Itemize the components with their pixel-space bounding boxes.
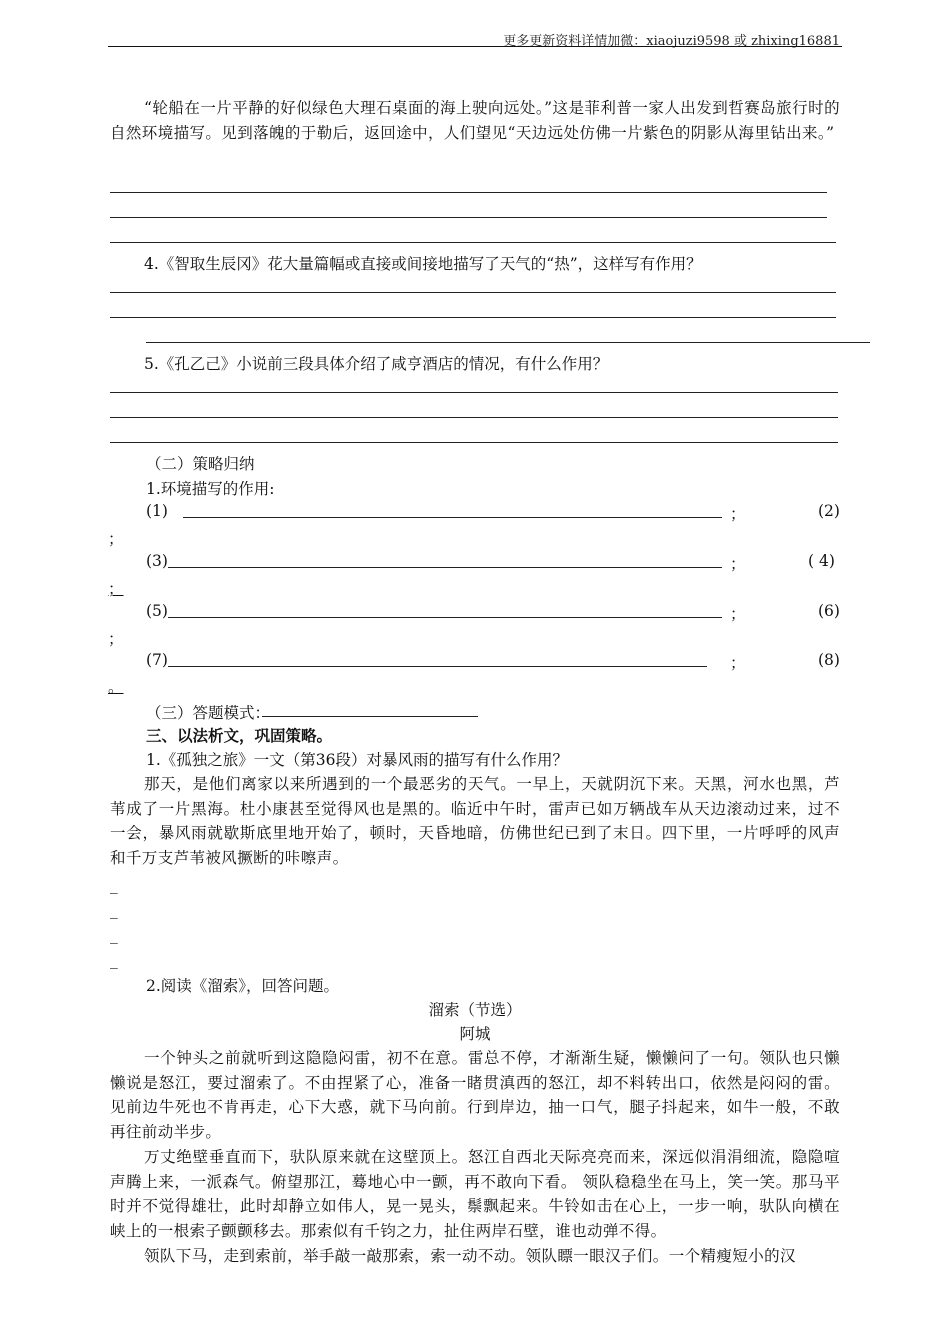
blank-label-6: (6) [818, 602, 840, 620]
answer-mode-line[interactable] [262, 716, 478, 717]
question-4: 4.《智取生辰冈》花大量篇幅或直接或间接地描写了天气的“热”，这样写有作用？ [144, 255, 702, 273]
answer-line[interactable] [110, 442, 838, 443]
answer-line[interactable] [110, 217, 827, 218]
semicolon: ； [108, 580, 124, 598]
section-3-q2: 2.阅读《溜索》，回答问题。 [146, 977, 340, 995]
answer-line[interactable] [110, 242, 836, 243]
blank-label-4: ( 4) [808, 552, 835, 570]
blank-label-7: (7) [146, 651, 168, 669]
answer-line[interactable] [110, 317, 836, 318]
strategy-heading: （二）策略归纳 [146, 455, 255, 473]
section-3-q1: 1.《孤独之旅》一文（第36段）对暴风雨的描写有什么作用？ [146, 751, 569, 769]
blank-label-3: (3) [146, 552, 168, 570]
semicolon: ； [730, 555, 746, 573]
answer-blank[interactable]: _ [110, 951, 118, 969]
article-author: 阿城 [459, 1025, 491, 1043]
blank-line-5[interactable] [168, 617, 722, 618]
blank-label-2: (2) [818, 502, 840, 520]
blank-label-8: (8) [818, 651, 840, 669]
period-mark: 。 [108, 678, 124, 696]
question-5: 5.《孔乙己》小说前三段具体介绍了咸亨酒店的情况，有什么作用？ [144, 355, 609, 373]
header-rule [108, 46, 842, 47]
answer-blank[interactable]: _ [110, 876, 118, 894]
semicolon: ； [108, 530, 124, 548]
strategy-item-title: 1.环境描写的作用: [146, 480, 275, 498]
answer-line[interactable] [110, 417, 838, 418]
article-paragraph-2: 万丈绝壁垂直而下，驮队原来就在这壁顶上。怒江自西北天际亮亮而来，深远似涓涓细流，隐隐喧声腾上来，一派森气。俯望那江，蓦地心中一颤，再不敢向下看。 领队稳稳坐在马上，笑一笑。那马平时并不觉得雄壮，此时却静立如伟人，晃一晃头，鬃飘起来。牛铃如击在心上，一步一响，驮队向横在峡上的一根索子颤颤移去。那索似有千钧之力，扯住两岸石壁，谁也动弹不得。 [110, 1148, 840, 1240]
blank-line-3[interactable] [168, 567, 722, 568]
article-paragraph-3: 领队下马，走到索前，举手敲一敲那索，索一动不动。领队瞟一眼汉子们。一个精瘦短小的汉 [144, 1247, 796, 1265]
page-header: 更多更新资料详情加微：xiaojuzi9598 或 zhixing16881 [503, 34, 840, 49]
blank-line-1[interactable] [183, 517, 722, 518]
q-intro-text: “轮船在一片平静的好似绿色大理石桌面的海上驶向远处。”这是菲利普一家人出发到哲赛岛旅行时的自然环境描写。见到落魄的于勒后，返回途中，人们望见“天边远处仿佛一片紫色的阴影从海里钻出来。” [110, 99, 840, 142]
article-title: 溜索（节选） [428, 1001, 522, 1019]
blank-label-1: (1) [146, 502, 168, 520]
answer-line[interactable] [110, 392, 838, 393]
answer-line[interactable] [110, 192, 827, 193]
section-3-heading: 三、以法析文，巩固策略。 [146, 727, 333, 745]
answer-blank[interactable]: _ [110, 926, 118, 944]
answer-blank[interactable]: _ [110, 901, 118, 919]
semicolon: ； [730, 505, 746, 523]
answer-mode-label: （三）答题模式： [146, 704, 271, 722]
blank-label-5: (5) [146, 602, 168, 620]
blank-line-7[interactable] [168, 666, 707, 667]
semicolon: ； [730, 654, 746, 672]
answer-line[interactable] [146, 342, 870, 343]
q1-passage: 那天，是他们离家以来所遇到的一个最恶劣的天气。一早上，天就阴沉下来。天黑，河水也黑，芦苇成了一片黑海。杜小康甚至觉得风也是黑的。临近中午时，雷声已如万辆战车从天边滚动过来，过不一会，暴风雨就歇斯底里地开始了，顿时，天昏地暗，仿佛世纪已到了末日。四下里，一片呼呼的风声和千万支芦苇被风撅断的咔嚓声。 [110, 775, 840, 867]
semicolon: ； [730, 605, 746, 623]
answer-line[interactable] [110, 292, 836, 293]
article-paragraph-1: 一个钟头之前就听到这隐隐闷雷，初不在意。雷总不停，才渐渐生疑，懒懒问了一句。领队也只懒懒说是怒江，要过溜索了。不由捏紧了心，准备一睹贯滇西的怒江，却不料转出口，依然是闷闷的雷。见前边牛死也不肯再走，心下大惑，就下马向前。行到岸边，抽一口气，腿子抖起来，如牛一般，不敢再往前动半步。 [110, 1049, 840, 1141]
semicolon: ； [108, 630, 124, 648]
